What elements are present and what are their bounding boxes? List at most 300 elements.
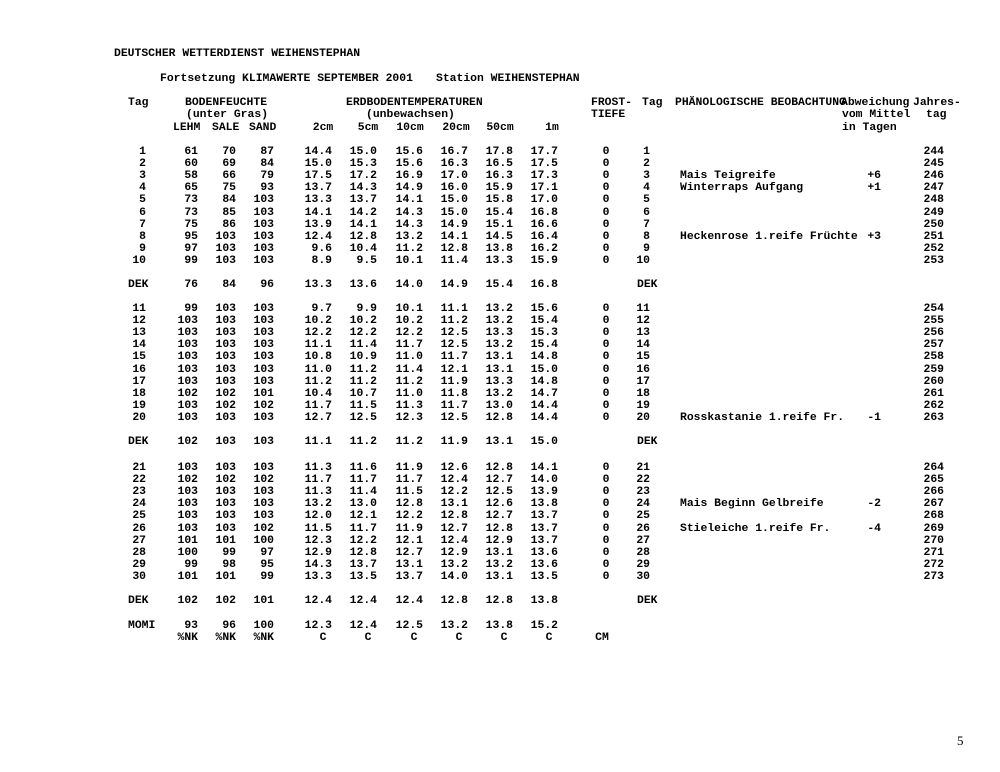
- row-temp: 16.9: [395, 170, 423, 183]
- row-sand: 103: [253, 242, 274, 255]
- dek-sand: 96: [260, 279, 274, 291]
- row-sale: 103: [215, 375, 236, 388]
- row-jahrestag: 267: [923, 498, 944, 511]
- row-tag: 2: [139, 158, 146, 171]
- row-temp: 11.0: [395, 387, 423, 400]
- unit-temp: C: [545, 632, 553, 644]
- row-temp: 11.7: [349, 474, 377, 487]
- row-temp: 12.2: [395, 327, 423, 340]
- row-tag2: 23: [636, 486, 650, 499]
- row-temp: 14.8: [530, 351, 558, 364]
- dek-sand: 101: [253, 595, 274, 607]
- row-sand: 97: [260, 546, 274, 559]
- row-temp: 15.3: [349, 158, 377, 171]
- row-temp: 16.2: [530, 242, 558, 255]
- row-frost: 0: [602, 498, 610, 511]
- row-tag2: 20: [636, 411, 650, 424]
- col-depth-header: 2cm: [312, 122, 334, 134]
- row-tag: 12: [132, 315, 146, 328]
- row-temp: 13.1: [440, 498, 468, 511]
- row-tag: 21: [132, 462, 146, 474]
- row-frost: 0: [602, 327, 610, 340]
- momi-temp: 12.5: [395, 620, 423, 632]
- row-jahrestag: 251: [923, 230, 944, 243]
- row-temp: 12.2: [395, 510, 423, 523]
- row-temp: 13.2: [485, 303, 513, 315]
- row-temp: 11.5: [349, 399, 377, 412]
- row-temp: 13.5: [530, 570, 558, 583]
- row-temp: 15.0: [440, 206, 468, 219]
- dek-temp: 15.4: [485, 279, 513, 291]
- row-sand: 100: [253, 534, 274, 547]
- row-frost: 0: [602, 375, 610, 388]
- row-jahrestag: 250: [923, 218, 944, 231]
- row-temp: 11.5: [395, 486, 423, 499]
- row-temp: 12.9: [304, 546, 332, 559]
- row-temp: 13.1: [485, 351, 513, 364]
- row-temp: 16.7: [440, 146, 468, 158]
- row-frost: 0: [602, 474, 610, 487]
- row-temp: 13.7: [304, 182, 332, 195]
- row-tag2: 7: [643, 218, 650, 231]
- row-tag2: 10: [636, 254, 650, 267]
- row-lehm: 100: [177, 546, 198, 559]
- row-temp: 14.1: [440, 230, 468, 243]
- row-sand: 103: [253, 303, 274, 315]
- row-temp: 14.3: [395, 218, 423, 231]
- unit-sand: %NK: [253, 632, 274, 644]
- col-sand-header: SAND: [249, 122, 277, 134]
- row-lehm: 103: [177, 510, 198, 523]
- row-tag: 11: [132, 303, 146, 315]
- row-temp: 13.8: [530, 498, 558, 511]
- row-tag: 8: [139, 230, 146, 243]
- col-tag2-header: Tag: [642, 97, 663, 109]
- dek-temp: 13.3: [304, 279, 332, 291]
- row-lehm: 103: [177, 339, 198, 352]
- row-abweichung: -1: [867, 411, 881, 424]
- row-temp: 13.3: [485, 375, 513, 388]
- row-frost: 0: [602, 170, 610, 183]
- row-temp: 11.2: [440, 315, 468, 328]
- row-temp: 12.7: [395, 546, 423, 559]
- row-temp: 11.3: [304, 486, 332, 499]
- row-tag: 6: [139, 206, 146, 219]
- row-temp: 10.1: [395, 303, 423, 315]
- row-abweichung: -4: [867, 522, 881, 535]
- row-sale: 103: [215, 315, 236, 328]
- row-lehm: 99: [184, 254, 198, 267]
- row-lehm: 101: [177, 570, 198, 583]
- row-lehm: 103: [177, 375, 198, 388]
- col-unter-gras-header: (unter Gras): [186, 109, 269, 121]
- row-temp: 12.2: [349, 327, 377, 340]
- row-sale: 102: [215, 399, 236, 412]
- row-tag2: 11: [636, 303, 650, 315]
- report-subtitle: Fortsetzung KLIMAWERTE SEPTEMBER 2001: [160, 73, 413, 85]
- row-sale: 102: [215, 474, 236, 487]
- row-temp: 9.6: [311, 242, 332, 255]
- row-temp: 11.4: [349, 339, 377, 352]
- row-sand: 103: [253, 411, 274, 424]
- dek-tag2: DEK: [637, 279, 658, 291]
- row-temp: 12.3: [304, 534, 332, 547]
- row-temp: 14.0: [440, 570, 468, 583]
- row-temp: 17.8: [485, 146, 513, 158]
- row-jahrestag: 262: [923, 399, 944, 412]
- row-frost: 0: [602, 522, 610, 535]
- row-frost: 0: [602, 351, 610, 364]
- row-temp: 15.0: [304, 158, 332, 171]
- unit-sale: %NK: [215, 632, 236, 644]
- row-beobachtung: Mais Teigreife: [680, 170, 776, 183]
- row-temp: 14.1: [304, 206, 332, 219]
- row-temp: 12.4: [440, 534, 468, 547]
- momi-temp: 12.4: [349, 620, 377, 632]
- row-tag: 4: [139, 182, 146, 195]
- row-sale: 101: [215, 534, 236, 547]
- row-temp: 15.6: [395, 158, 423, 171]
- row-tag2: 30: [636, 570, 650, 583]
- row-temp: 15.4: [530, 315, 558, 328]
- row-temp: 12.2: [440, 486, 468, 499]
- row-frost: 0: [602, 399, 610, 412]
- row-sale: 85: [222, 206, 236, 219]
- row-tag2: 15: [636, 351, 650, 364]
- row-frost: 0: [602, 486, 610, 499]
- row-temp: 10.2: [304, 315, 332, 328]
- row-jahrestag: 264: [923, 462, 944, 474]
- row-sand: 103: [253, 363, 274, 376]
- row-temp: 16.8: [530, 206, 558, 219]
- row-temp: 14.9: [395, 182, 423, 195]
- row-frost: 0: [602, 194, 610, 207]
- col-erdboden-header: ERDBODENTEMPERATUREN: [346, 97, 483, 109]
- row-sale: 103: [215, 486, 236, 499]
- col-depth-header: 1m: [545, 122, 559, 134]
- row-temp: 11.7: [304, 399, 332, 412]
- row-tag2: 5: [643, 194, 650, 207]
- dek-temp: 12.4: [395, 595, 423, 607]
- row-temp: 11.3: [304, 462, 332, 474]
- row-temp: 13.8: [485, 242, 513, 255]
- row-temp: 13.2: [485, 387, 513, 400]
- row-tag: 30: [132, 570, 146, 583]
- row-tag: 7: [139, 218, 146, 231]
- row-temp: 16.4: [530, 230, 558, 243]
- row-jahrestag: 268: [923, 510, 944, 523]
- row-tag2: 2: [643, 158, 650, 171]
- row-tag2: 18: [636, 387, 650, 400]
- col-sale-header: SALE: [212, 122, 240, 134]
- row-temp: 13.7: [530, 510, 558, 523]
- row-jahrestag: 272: [923, 558, 944, 571]
- row-jahrestag: 263: [923, 411, 944, 424]
- row-sand: 103: [253, 375, 274, 388]
- unit-temp: C: [319, 632, 327, 644]
- row-abweichung: -2: [867, 498, 881, 511]
- row-sale: 103: [215, 230, 236, 243]
- col-frost-header: FROST-: [591, 97, 633, 109]
- dek-temp: 13.6: [349, 279, 377, 291]
- col-vom-mittel-header: vom Mittel: [842, 109, 911, 121]
- row-temp: 14.3: [349, 182, 377, 195]
- row-frost: 0: [602, 570, 610, 583]
- dek-temp: 11.9: [440, 436, 468, 448]
- row-sale: 103: [215, 254, 236, 267]
- row-frost: 0: [602, 254, 610, 267]
- row-temp: 12.8: [395, 498, 423, 511]
- row-temp: 12.4: [440, 474, 468, 487]
- row-temp: 16.3: [485, 170, 513, 183]
- col-abweichung-header: Abweichung: [841, 97, 910, 109]
- row-temp: 13.2: [485, 339, 513, 352]
- row-sale: 101: [215, 570, 236, 583]
- row-temp: 13.9: [304, 218, 332, 231]
- row-frost: 0: [602, 206, 610, 219]
- row-sale: 103: [215, 327, 236, 340]
- row-beobachtung: Heckenrose 1.reife Früchte: [680, 230, 858, 243]
- row-lehm: 102: [177, 387, 198, 400]
- row-temp: 12.5: [440, 411, 468, 424]
- row-frost: 0: [602, 315, 610, 328]
- row-frost: 0: [602, 182, 610, 195]
- col-in-tagen-header: in Tagen: [842, 122, 897, 134]
- row-lehm: 102: [177, 474, 198, 487]
- row-temp: 13.3: [304, 570, 332, 583]
- dek-temp: 14.9: [440, 279, 468, 291]
- row-temp: 11.7: [304, 474, 332, 487]
- row-temp: 17.5: [530, 158, 558, 171]
- dek-lehm: 102: [177, 595, 198, 607]
- row-tag2: 28: [636, 546, 650, 559]
- row-sand: 99: [260, 570, 274, 583]
- unit-temp: C: [364, 632, 372, 644]
- row-temp: 14.3: [304, 558, 332, 571]
- row-jahrestag: 252: [923, 242, 944, 255]
- row-sand: 103: [253, 498, 274, 511]
- row-tag2: 12: [636, 315, 650, 328]
- row-lehm: 75: [184, 218, 198, 231]
- row-temp: 13.5: [349, 570, 377, 583]
- row-lehm: 73: [184, 206, 198, 219]
- row-temp: 12.5: [349, 411, 377, 424]
- dek-label: DEK: [128, 279, 149, 291]
- dek-sand: 103: [253, 436, 274, 448]
- row-temp: 11.2: [349, 363, 377, 376]
- row-tag2: 8: [643, 230, 650, 243]
- row-tag2: 3: [643, 170, 650, 183]
- row-sand: 103: [253, 206, 274, 219]
- col-depth-header: 5cm: [357, 122, 379, 134]
- row-temp: 12.7: [440, 522, 468, 535]
- row-tag2: 27: [636, 534, 650, 547]
- row-sand: 103: [253, 486, 274, 499]
- row-temp: 15.9: [530, 254, 558, 267]
- row-tag2: 19: [636, 399, 650, 412]
- row-temp: 13.7: [395, 570, 423, 583]
- row-tag: 18: [132, 387, 146, 400]
- unit-frost: CM: [595, 632, 609, 644]
- row-temp: 17.2: [349, 170, 377, 183]
- row-lehm: 103: [177, 351, 198, 364]
- row-tag2: 17: [636, 375, 650, 388]
- institution-title: DEUTSCHER WETTERDIENST WEIHENSTEPHAN: [114, 48, 361, 60]
- dek-temp: 12.8: [485, 595, 513, 607]
- row-temp: 11.2: [304, 375, 332, 388]
- row-temp: 15.4: [530, 339, 558, 352]
- col-bodenfeuchte-header: BODENFEUCHTE: [185, 97, 268, 109]
- row-tag: 29: [132, 558, 146, 571]
- row-frost: 0: [602, 510, 610, 523]
- row-temp: 13.2: [440, 558, 468, 571]
- row-temp: 11.7: [395, 339, 423, 352]
- row-temp: 12.8: [349, 230, 377, 243]
- row-sale: 103: [215, 411, 236, 424]
- row-temp: 12.6: [485, 498, 513, 511]
- row-temp: 15.9: [485, 182, 513, 195]
- row-temp: 12.4: [304, 230, 332, 243]
- row-temp: 12.8: [440, 510, 468, 523]
- row-temp: 14.4: [304, 146, 332, 158]
- row-temp: 12.8: [485, 411, 513, 424]
- row-temp: 15.8: [485, 194, 513, 207]
- row-temp: 9.9: [356, 303, 377, 315]
- row-tag2: 25: [636, 510, 650, 523]
- row-tag2: 16: [636, 363, 650, 376]
- unit-temp: C: [455, 632, 463, 644]
- row-lehm: 101: [177, 534, 198, 547]
- row-temp: 13.6: [530, 558, 558, 571]
- row-sale: 75: [222, 182, 236, 195]
- unit-temp: C: [410, 632, 418, 644]
- row-tag: 9: [139, 242, 146, 255]
- row-sand: 84: [260, 158, 274, 171]
- row-temp: 16.0: [440, 182, 468, 195]
- row-temp: 14.4: [530, 411, 558, 424]
- row-sale: 86: [222, 218, 236, 231]
- col-unbewachsen-header: (unbewachsen): [366, 109, 455, 121]
- col-depth-header: 50cm: [486, 122, 514, 134]
- momi-temp: 15.2: [530, 620, 558, 632]
- row-temp: 12.5: [440, 339, 468, 352]
- row-temp: 15.1: [485, 218, 513, 231]
- row-jahrestag: 256: [923, 327, 944, 340]
- unit-temp: C: [500, 632, 508, 644]
- row-jahrestag: 260: [923, 375, 944, 388]
- col-jahrestag-header: Jahres-: [913, 97, 961, 109]
- row-temp: 16.6: [530, 218, 558, 231]
- row-temp: 14.1: [530, 462, 558, 474]
- momi-sale: 96: [222, 620, 236, 632]
- dek-temp: 12.4: [304, 595, 332, 607]
- row-sand: 103: [253, 254, 274, 267]
- row-temp: 11.8: [440, 387, 468, 400]
- row-temp: 10.2: [349, 315, 377, 328]
- row-sale: 102: [215, 387, 236, 400]
- row-sand: 103: [253, 510, 274, 523]
- row-temp: 11.4: [440, 254, 468, 267]
- row-temp: 11.3: [395, 399, 423, 412]
- row-sand: 87: [260, 146, 274, 158]
- row-sale: 103: [215, 303, 236, 315]
- row-temp: 13.9: [530, 486, 558, 499]
- row-temp: 17.7: [530, 146, 558, 158]
- momi-sand: 100: [253, 620, 274, 632]
- row-tag: 28: [132, 546, 146, 559]
- row-temp: 13.1: [395, 558, 423, 571]
- row-frost: 0: [602, 303, 610, 315]
- row-temp: 13.2: [485, 315, 513, 328]
- row-lehm: 103: [177, 315, 198, 328]
- row-tag: 16: [132, 363, 146, 376]
- row-temp: 13.3: [485, 327, 513, 340]
- row-temp: 16.5: [485, 158, 513, 171]
- row-temp: 10.1: [395, 254, 423, 267]
- row-temp: 9.7: [311, 303, 332, 315]
- row-lehm: 60: [184, 158, 198, 171]
- row-temp: 12.5: [485, 486, 513, 499]
- col-depth-header: 10cm: [396, 122, 424, 134]
- row-lehm: 103: [177, 399, 198, 412]
- col-tiefe-header: TIEFE: [591, 109, 626, 121]
- row-temp: 11.6: [349, 462, 377, 474]
- dek-label: DEK: [128, 595, 149, 607]
- row-temp: 13.1: [485, 570, 513, 583]
- row-temp: 11.4: [349, 486, 377, 499]
- dek-temp: 14.0: [395, 279, 423, 291]
- row-lehm: 65: [184, 182, 198, 195]
- row-frost: 0: [602, 546, 610, 559]
- row-sand: 103: [253, 218, 274, 231]
- row-temp: 15.0: [440, 194, 468, 207]
- row-temp: 13.0: [349, 498, 377, 511]
- row-abweichung: +1: [867, 182, 881, 195]
- row-tag: 24: [132, 498, 146, 511]
- momi-label: MOMI: [128, 620, 156, 632]
- row-temp: 11.5: [304, 522, 332, 535]
- row-temp: 14.1: [395, 194, 423, 207]
- row-temp: 11.9: [440, 375, 468, 388]
- row-temp: 12.2: [349, 534, 377, 547]
- row-frost: 0: [602, 534, 610, 547]
- row-temp: 11.9: [395, 462, 423, 474]
- dek-tag2: DEK: [637, 595, 658, 607]
- dek-label: DEK: [128, 436, 149, 448]
- row-temp: 11.1: [440, 303, 468, 315]
- row-temp: 16.3: [440, 158, 468, 171]
- row-temp: 14.1: [349, 218, 377, 231]
- row-tag: 3: [139, 170, 146, 183]
- row-sand: 101: [253, 387, 274, 400]
- row-tag2: 21: [636, 462, 650, 474]
- dek-temp: 12.8: [440, 595, 468, 607]
- row-beobachtung: Stieleiche 1.reife Fr.: [680, 522, 831, 535]
- row-tag2: 1: [643, 146, 650, 158]
- row-sale: 84: [222, 194, 236, 207]
- row-tag: 20: [132, 411, 146, 424]
- row-temp: 10.2: [395, 315, 423, 328]
- row-temp: 11.7: [349, 522, 377, 535]
- row-tag2: 24: [636, 498, 650, 511]
- row-tag2: 29: [636, 558, 650, 571]
- row-temp: 10.9: [349, 351, 377, 364]
- row-sand: 103: [253, 462, 274, 474]
- dek-tag2: DEK: [637, 436, 658, 448]
- row-temp: 13.1: [485, 546, 513, 559]
- row-tag: 15: [132, 351, 146, 364]
- row-lehm: 103: [177, 327, 198, 340]
